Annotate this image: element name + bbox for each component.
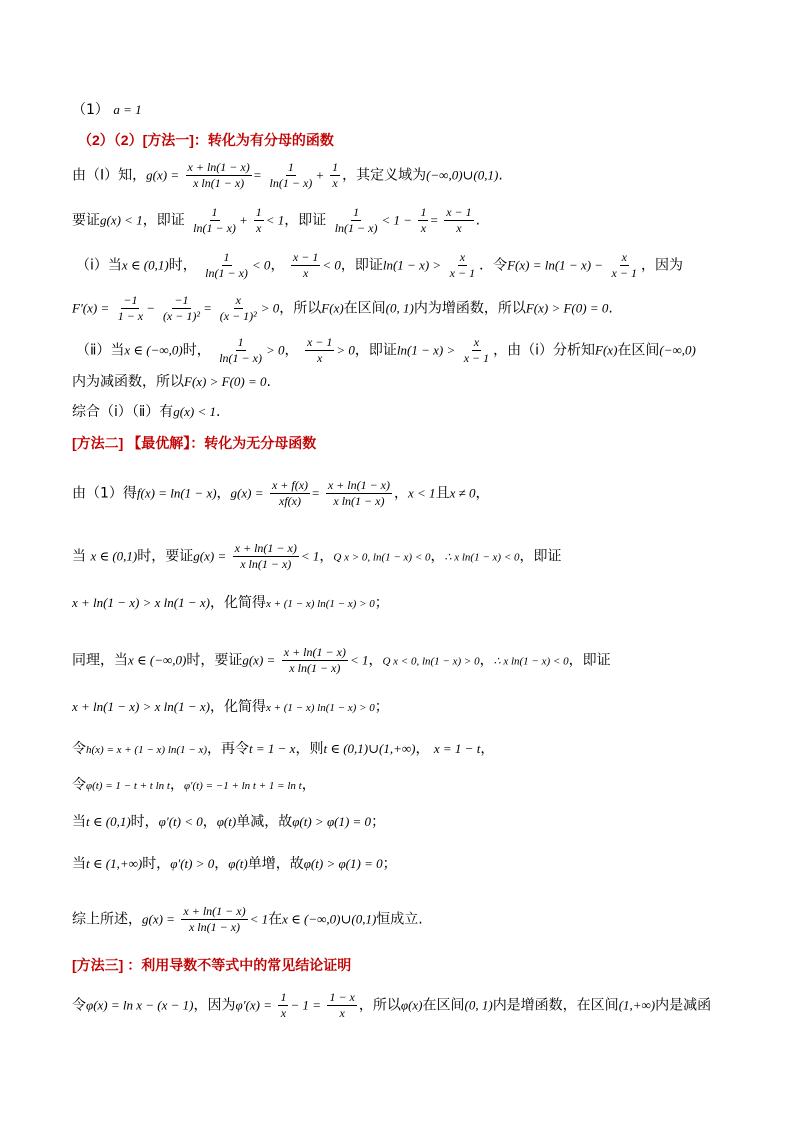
fraction: $\frac{x + \ln(1 - x)}{\text{x ln(1 − x)}}$ <box>327 478 391 508</box>
case-ii: （ⅱ）当x ∈ (−∞,0)时， $\frac{1}{\ln(1 - x)}$ > 0， $\frac{x - 1}{x}$ > 0，即证ln(1 − x) > $\frac{x}{x - 1}$ ，由（ⅰ）分析知F(x)在区间(−∞,0) <box>76 335 696 365</box>
fraction: $\frac{1}{x}$ <box>332 160 339 190</box>
case-i-derivative: F′(x) = $\frac{-1}{1 - x}$ − $\frac{-1}{\text{(x − 1)²}}$ = $\frac{x}{\text{(x − 1)²}}$ > 0，所以F(x)在区间(0, 1)内为增函数，所以F(x) > F(0) = 0. <box>72 293 613 323</box>
fraction: $\frac{x}{x - 1}$ <box>611 250 637 280</box>
fraction: $\frac{x - 1}{x}$ <box>306 335 333 365</box>
line-to-prove: 要证g(x) < 1，即证 $\frac{1}{\ln(1 - x)}$ + $\frac{1}{x}$ < 1，即证 $\frac{1}{\ln(1 - x)}$ < 1 − $\frac{1}{x}$ = $\frac{x - 1}{x}$ . <box>72 205 481 235</box>
method3-heading: [方法三] ：利用导数不等式中的常见结论证明 <box>72 957 352 973</box>
fraction: $\frac{x + \ln(1 - x)}{\text{x ln(1 − x)}}$ <box>187 160 250 190</box>
method2-simplify1: x + ln(1 − x) > x ln(1 − x)，化简得x + (1 − x) ln(1 − x) > 0； <box>72 595 389 611</box>
fraction: $\frac{x}{x - 1}$ <box>463 335 490 365</box>
fraction: $\frac{x + \ln(1 - x)}{\text{x ln(1 − x)}}$ <box>283 645 346 675</box>
fraction: $\frac{x + \ln(1 - x)}{\text{x ln(1 − x)}}$ <box>234 541 297 571</box>
fraction: $\frac{1}{x}$ <box>420 205 427 235</box>
fraction: $\frac{1}{\ln(1 - x)}$ <box>269 160 313 190</box>
fraction: $\frac{x - 1}{x}$ <box>292 250 319 280</box>
method1-heading: （2）（2）[方法一]：转化为有分母的函数 <box>78 132 334 148</box>
method2-case1: 当 x ∈ (0,1)时，要证g(x) = $\frac{x + \ln(1 - x)}{\text{x ln(1 − x)}}$ < 1，Q x > 0, ln(1 − x) < 0，∴ x ln(1 − x) < 0，即证 <box>72 541 562 571</box>
fraction: $\frac{-1}{1 - x}$ <box>117 293 144 323</box>
method2-phi-case1: 当t ∈ (0,1)时，φ′(t) < 0，φ(t)单减，故φ(t) > φ(1) = 0； <box>72 814 386 830</box>
fraction: $\frac{1}{x}$ <box>280 990 287 1020</box>
method2-conclusion: 综上所述，g(x) = $\frac{x + \ln(1 - x)}{\text{x ln(1 − x)}}$ < 1在x ∈ (−∞,0)∪(0,1)恒成立. <box>72 904 423 934</box>
combined-conclusion: 综合（ⅰ）（ⅱ）有g(x) < 1. <box>72 404 221 420</box>
fraction: $\frac{-1}{\text{(x − 1)²}}$ <box>162 293 200 323</box>
fraction: $\frac{x + f(x)}{xf(x)}$ <box>271 478 309 508</box>
case-i: （ⅰ）当x ∈ (0,1)时， $\frac{1}{\ln(1 - x)}$ < 0， $\frac{x - 1}{x}$ < 0，即证ln(1 − x) > $\frac{x}{x - 1}$ ．令F(x) = ln(1 − x) − $\frac{x}{x - 1}$ ，因为 <box>76 250 683 280</box>
fraction: $\frac{x}{\text{(x − 1)²}}$ <box>219 293 257 323</box>
fraction: $\frac{1}{\ln(1 - x)}$ <box>334 205 378 235</box>
part1-answer: （1） a = 1 <box>72 102 142 118</box>
fraction: $\frac{1}{\ln(1 - x)}$ <box>193 205 236 235</box>
fraction: $\frac{x}{x - 1}$ <box>449 250 476 280</box>
case-ii-conclusion: 内为减函数，所以F(x) > F(0) = 0. <box>72 374 271 390</box>
method2-simplify2: x + ln(1 − x) > x ln(1 − x)，化简得x + (1 − x) ln(1 − x) > 0； <box>72 699 389 715</box>
fraction: $\frac{x + \ln(1 - x)}{\text{x ln(1 − x)}}$ <box>183 904 246 934</box>
line-domain: 由（Ⅰ）知，g(x) = $\frac{x + \ln(1 - x)}{\text{x ln(1 − x)}}$ = $\frac{1}{\ln(1 - x)}$ + $\frac{1}{x}$ ，其定义域为(−∞,0)∪(0,1). <box>72 160 503 190</box>
method2-phi: 令φ(t) = 1 − t + t ln t，φ′(t) = −1 + ln t + 1 = ln t， <box>72 777 316 793</box>
method2-setup: 由（1）得f(x) = ln(1 − x)，g(x) = $\frac{x + f(x)}{xf(x)}$ = $\frac{x + \ln(1 - x)}{\text{x ln(1 − x)}}$ ，x < 1且x ≠ 0， <box>72 478 490 508</box>
fraction: $\frac{1 - x}{x}$ <box>329 990 355 1020</box>
fraction: $\frac{x - 1}{x}$ <box>446 205 472 235</box>
method2-phi-case2: 当t ∈ (1,+∞)时，φ′(t) > 0，φ(t)单增，故φ(t) > φ(1) = 0； <box>72 856 397 872</box>
fraction: $\frac{1}{x}$ <box>255 205 262 235</box>
method2-substitution: 令h(x) = x + (1 − x) ln(1 − x)，再令t = 1 − x，则t ∈ (0,1)∪(1,+∞)， x = 1 − t， <box>72 741 495 757</box>
method2-heading: [方法二] 【最优解】：转化为无分母函数 <box>72 435 317 451</box>
method2-case2: 同理，当x ∈ (−∞,0)时，要证g(x) = $\frac{x + \ln(1 - x)}{\text{x ln(1 − x)}}$ < 1，Q x < 0, ln(1 − x) > 0，∴ x ln(1 − x) < 0，即证 <box>72 645 611 675</box>
fraction: $\frac{1}{\ln(1 - x)}$ <box>205 250 248 280</box>
method3-setup: 令φ(x) = ln x − (x − 1)，因为φ′(x) = $\frac{1}{x}$ − 1 = $\frac{1 - x}{x}$ ，所以φ(x)在区间(0, 1)内是增函数，在区间(1,+∞)内是减函 <box>72 990 712 1020</box>
fraction: $\frac{1}{\ln(1 - x)}$ <box>219 335 262 365</box>
